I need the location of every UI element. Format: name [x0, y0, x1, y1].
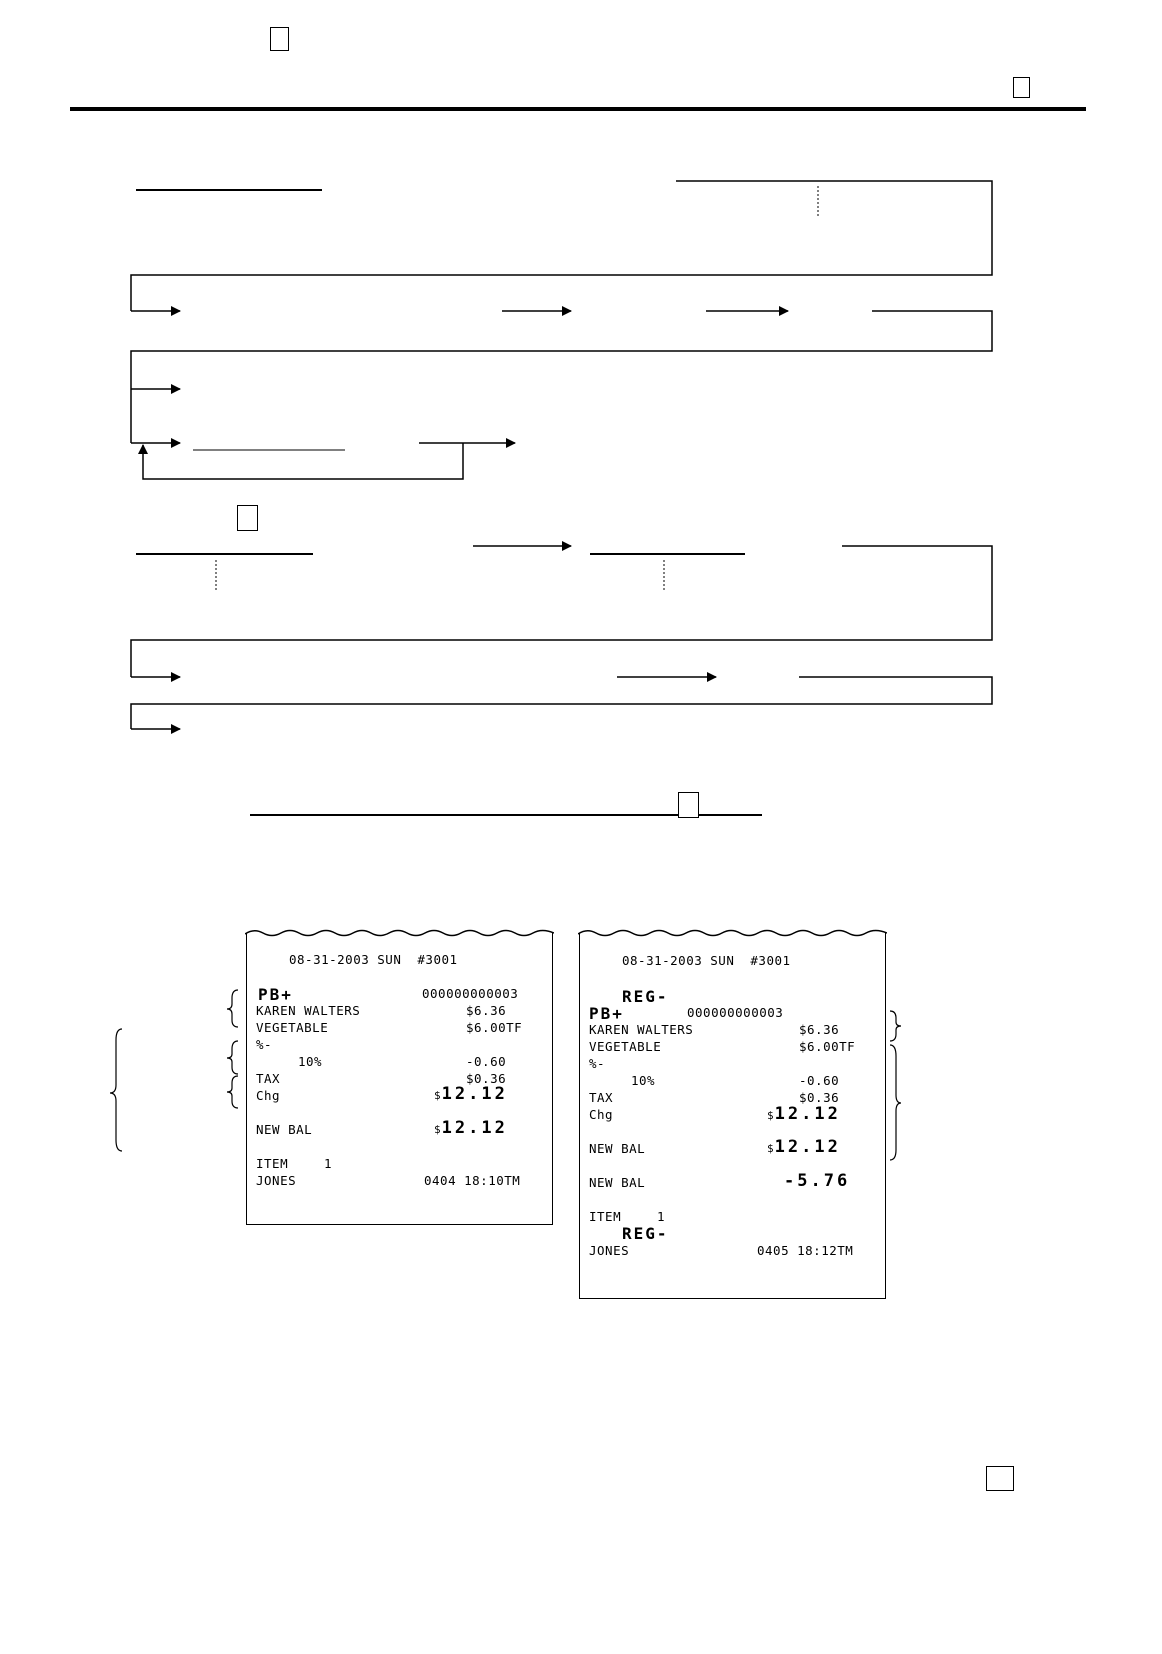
new-balance-label: NEW BAL: [256, 1122, 313, 1137]
clerk-name: JONES: [256, 1173, 297, 1188]
customer-name: KAREN WALTERS: [589, 1022, 694, 1037]
pb-number: 000000000003: [422, 986, 519, 1001]
tax-label: TAX: [256, 1071, 281, 1086]
pb-label: PB+: [258, 985, 293, 1004]
charge-total: [434, 1084, 508, 1104]
item-count: 1: [324, 1156, 333, 1171]
tax-label: TAX: [589, 1090, 614, 1105]
item-count-label: ITEM: [589, 1209, 622, 1224]
charge-total: [767, 1104, 841, 1124]
flow-section-2: [131, 546, 992, 729]
ref-box-top: [270, 27, 289, 51]
brace-right-main: [890, 1045, 901, 1160]
ref-box-caption: [678, 792, 699, 818]
new-balance-currency: $: [767, 1142, 775, 1155]
charge-amount: 12.12: [441, 1084, 508, 1104]
new-balance-amount: 12.12: [441, 1118, 508, 1138]
pb-number: 000000000003: [687, 1005, 784, 1020]
pb-label: PB+: [589, 1004, 624, 1023]
date-line: 08-31-2003 SUN #3001: [622, 953, 791, 968]
customer-name: KAREN WALTERS: [256, 1003, 361, 1018]
item-amount: $6.00TF: [466, 1020, 523, 1035]
tax-amount: $0.36: [799, 1090, 840, 1105]
receipt-tear-edge: [245, 925, 554, 939]
new-balance: [434, 1118, 508, 1138]
percent-amount: -0.60: [466, 1054, 507, 1069]
customer-amount: $6.36: [466, 1003, 507, 1018]
new-balance-amount-2: -5.76: [784, 1171, 851, 1191]
percent-rate: 10%: [298, 1054, 323, 1069]
left-outer-brace: [110, 1029, 122, 1151]
brace-tax-line: [227, 1076, 238, 1108]
percent-rate: 10%: [631, 1073, 656, 1088]
clerk-name: JONES: [589, 1243, 630, 1258]
charge-label: Chg: [256, 1088, 281, 1103]
new-balance-amount: 12.12: [774, 1137, 841, 1157]
new-balance-currency: $: [434, 1123, 442, 1136]
receipt-right: [579, 933, 886, 1299]
item-name: VEGETABLE: [589, 1039, 662, 1054]
reg-label: REG-: [622, 987, 669, 1006]
percent-label: %-: [256, 1037, 273, 1052]
new-balance-label-2: NEW BAL: [589, 1175, 646, 1190]
charge-currency: $: [767, 1109, 775, 1122]
receipt-left: [246, 933, 553, 1225]
ref-box-header: [1013, 77, 1030, 98]
new-balance: [767, 1137, 841, 1157]
ref-box-section-2: [237, 505, 258, 531]
customer-amount: $6.36: [799, 1022, 840, 1037]
footer-code: 0404 18:10TM: [424, 1173, 521, 1188]
item-name: VEGETABLE: [256, 1020, 329, 1035]
ref-box-footer: [986, 1466, 1014, 1491]
item-count-label: ITEM: [256, 1156, 289, 1171]
brace-right-top: [890, 1011, 901, 1041]
brace-pb-line: [227, 990, 238, 1027]
charge-currency: $: [434, 1089, 442, 1102]
date-line: 08-31-2003 SUN #3001: [289, 952, 458, 967]
charge-amount: 12.12: [774, 1104, 841, 1124]
tax-amount: $0.36: [466, 1071, 507, 1086]
item-amount: $6.00TF: [799, 1039, 856, 1054]
reg-label-2: REG-: [622, 1224, 669, 1243]
item-count: 1: [657, 1209, 666, 1224]
brace-pct-line: [227, 1041, 238, 1074]
percent-amount: -0.60: [799, 1073, 840, 1088]
receipt-tear-edge: [578, 925, 887, 939]
footer-code: 0405 18:12TM: [757, 1243, 854, 1258]
flow-section-1: [131, 181, 992, 479]
percent-label: %-: [589, 1056, 606, 1071]
charge-label: Chg: [589, 1107, 614, 1122]
new-balance-label: NEW BAL: [589, 1141, 646, 1156]
